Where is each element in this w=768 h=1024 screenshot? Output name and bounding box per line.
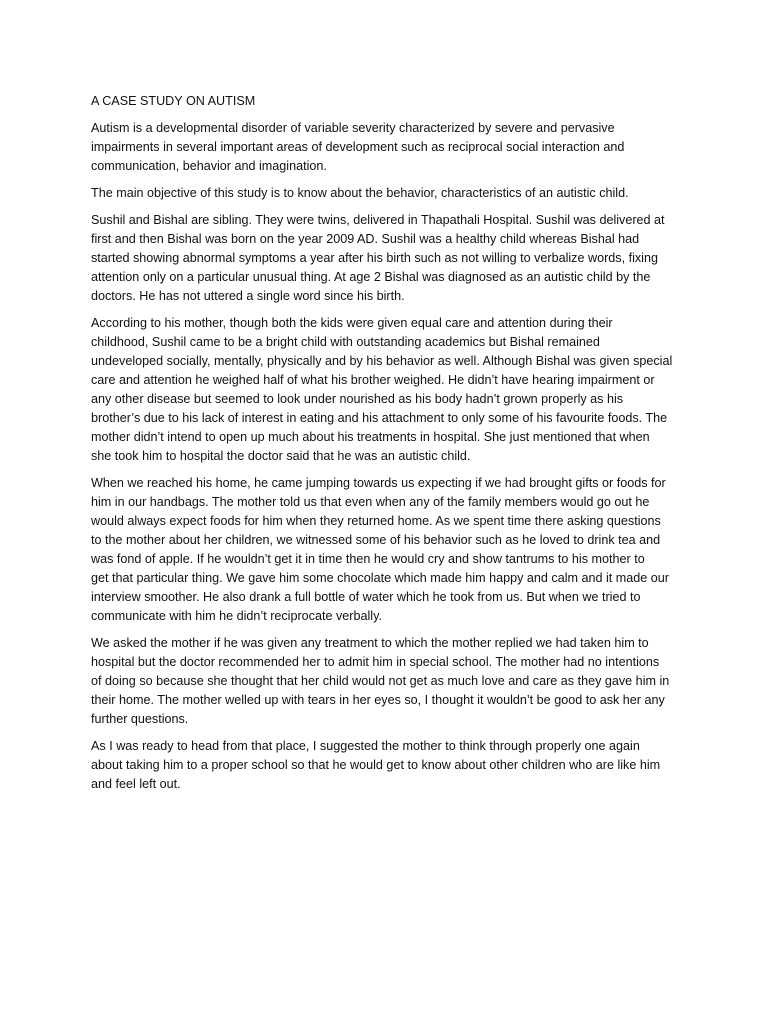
document-title: A CASE STUDY ON AUTISM xyxy=(91,94,256,108)
paragraph-treatment: We asked the mother if he was given any treatment to which the mother replied we had taken him to hospital but the doctor recommended her to admit him in special school. The mother had no intentions of doing so because she thought that her child would not get as much love and care as they gave him in their home. The mother welled up with tears in her eyes so, I thought it wouldn’t be good to ask her any further questions. xyxy=(91,636,670,726)
paragraph-mother-account: According to his mother, though both the kids were given equal care and attention during their childhood, Sushil came to be a bright child with outstanding academics but Bishal remained undeveloped socially, mentally, physically and by his behavior as well. Although Bishal was given special care and attention he weighed half of what his brother weighed. He didn’t have hearing impairment or any other disease but seemed to look under nourished as his body hadn’t grown properly as his brother’s due to his lack of interest in eating and his attachment to only some of his favourite foods. The mother didn’t intend to open up much about his treatments in hospital. She just mentioned that when she took him to hospital the doctor said that he was an autistic child. xyxy=(91,316,673,463)
paragraph-home-visit: When we reached his home, he came jumping towards us expecting if we had brought gifts or foods for him in our handbags. The mother told us that even when any of the family members would go out he would always expect foods for him when they returned home. As we spent time there asking questions to the mother about her children, we witnessed some of his behavior such as he loved to drink tea and was fond of apple. If he wouldn’t get it in time then he would cry and show tantrums to his mother to get that particular thing. We gave him some chocolate which made him happy and calm and it made our interview smoother. He also drank a full bottle of water which he took from us. But when we tried to communicate with him he didn’t reciprocate verbally. xyxy=(91,476,669,623)
paragraph-background: Sushil and Bishal are sibling. They were twins, delivered in Thapathali Hospital. Sushil was delivered at first and then Bishal was born on the year 2009 AD. Sushil was a healthy child whereas Bishal had started showing abnormal symptoms a year after his birth such as not willing to verbalize words, fixing attention only on a particular unusual thing. At age 2 Bishal was diagnosed as an autistic child by the doctors. He has not uttered a single word since his birth. xyxy=(91,213,665,303)
document-page xyxy=(91,92,681,802)
paragraph-conclusion: As I was ready to head from that place, I suggested the mother to think through properly one again about taking him to a proper school so that he would get to know about other children who are like him and feel left out. xyxy=(91,739,661,791)
paragraph-definition: Autism is a developmental disorder of variable severity characterized by severe and pervasive impairments in several important areas of development such as reciprocal social interaction and communication, behavior and imagination. xyxy=(91,121,625,173)
paragraph-objective: The main objective of this study is to know about the behavior, characteristics of an autistic child. xyxy=(91,186,629,200)
